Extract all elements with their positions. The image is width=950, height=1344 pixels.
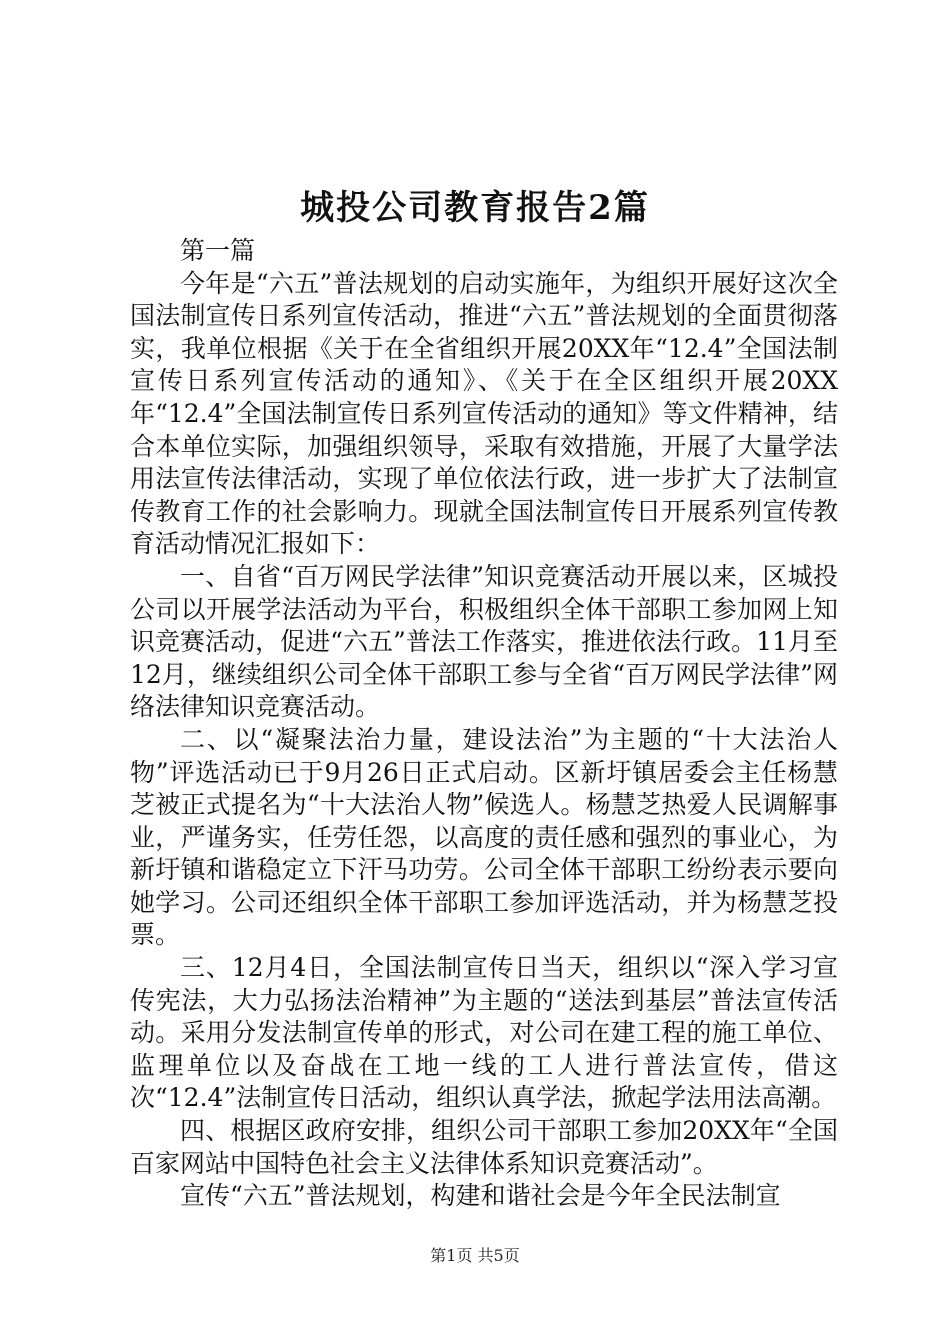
document-title: 城投公司教育报告2篇	[300, 188, 650, 228]
section-heading: 第一篇	[180, 236, 256, 265]
paragraph-item-3: 三、12月4日，全国法制宣传日当天，组织以“深入学习宣传宪法，大力弘扬法治精神”为主题的“送法到基层”普法宣传活动。采用分发法制宣传单的形式，对公司在建工程的施工单位、监理单位以及奋战在工地一线的工人进行普法宣传，借这次“12.4”法制宣传日活动，组织认真学法，掀起学法用法高潮。	[130, 953, 838, 1113]
document-body	[130, 235, 838, 1213]
paragraph-item-2: 二、以“凝聚法治力量，建设法治”为主题的“十大法治人物”评选活动已于9月26日正式启动。区新圩镇居委会主任杨慧芝被正式提名为“十大法治人物”候选人。杨慧芝热爱人民调解事业，严谨务实，任劳任怨，以高度的责任感和强烈的事业心，为新圩镇和谐稳定立下汗马功劳。公司全体干部职工纷纷表示要向她学习。公司还组织全体干部职工参加评选活动，并为杨慧芝投票。	[130, 724, 838, 950]
paragraph-item-4: 四、根据区政府安排，组织公司干部职工参加20XX年“全国百家网站中国特色社会主义法律体系知识竞赛活动”。	[130, 1116, 838, 1178]
paragraph-continuation: 宣传“六五”普法规划，构建和谐社会是今年全民法制宣	[180, 1181, 781, 1211]
page-number-footer: 第1页 共5页	[430, 1246, 520, 1265]
paragraph-intro: 今年是“六五”普法规划的启动实施年，为组织开展好这次全国法制宣传日系列宣传活动，推进“六五”普法规划的全面贯彻落实，我单位根据《关于在全省组织开展20XX年“12.4”全国法制宣传日系列宣传活动的通知》、《关于在全区组织开展20XX年“12.4”全国法制宣传日系列宣传活动的通知》等文件精神，结合本单位实际，加强组织领导，采取有效措施，开展了大量学法用法宣传法律活动，实现了单位依法行政，进一步扩大了法制宣传教育工作的社会影响力。现就全国法制宣传日开展系列宣传教育活动情况汇报如下：	[130, 268, 838, 559]
paragraph-item-1: 一、自省“百万网民学法律”知识竞赛活动开展以来，区城投公司以开展学法活动为平台，积极组织全体干部职工参加网上知识竞赛活动，促进“六五”普法工作落实，推进依法行政。11月至12月，继续组织公司全体干部职工参与全省“百万网民学法律”网络法律知识竞赛活动。	[130, 561, 838, 722]
